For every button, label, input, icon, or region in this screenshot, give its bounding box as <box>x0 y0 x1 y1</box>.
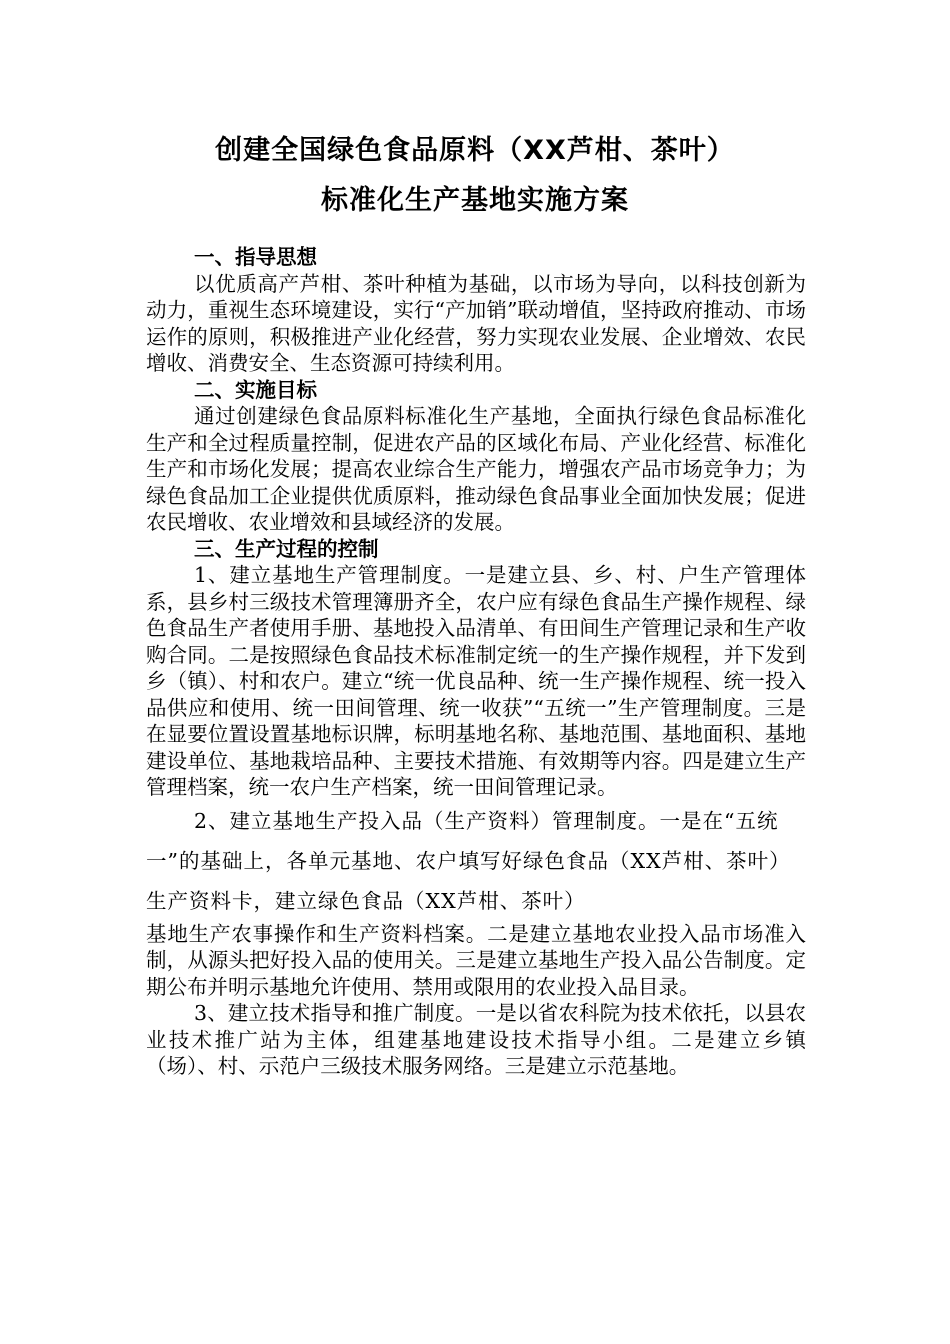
item2-paragraph-rest: 基地生产农事操作和生产资料档案。二是建立基地农业投入品市场准入制，从源头把好投入品的使用关。三是建立基地生产投入品公告制度。定期公布并明示基地允许使用、禁用或限用的农业投入品目录。 <box>146 921 806 999</box>
item3-paragraph: 3、建立技术指导和推广制度。一是以省农科院为技术依托，以县农业技术推广站为主体，组建基地建设技术指导小组。二是建立乡镇（场）、村、示范户三级技术服务网络。三是建立示范基地。 <box>146 1001 806 1078</box>
document-title-line1: 创建全国绿色食品原料（XX芦柑、茶叶） <box>215 135 735 166</box>
document-title-line2: 标准化生产基地实施方案 <box>321 185 629 216</box>
section2-paragraph: 通过创建绿色食品原料标准化生产基地，全面执行绿色食品标准化生产和全过程质量控制，促进农产品的区域化布局、产业化经营、标准化生产和市场化发展；提高农业综合生产能力，增强农产品市场竞争力；为绿色食品加工企业提供优质原料，推动绿色食品事业全面加快发展；促进农民增收、农业增效和县域经济的发展。 <box>146 404 806 534</box>
section1-heading: 一、指导思想 <box>194 245 317 269</box>
section1-paragraph: 以优质高产芦柑、茶叶种植为基础，以市场为导向，以科技创新为动力，重视生态环境建设，实行“产加销”联动增值，坚持政府推动、市场运作的原则，积极推进产业化经营，努力实现农业发展、企业增效、农民增收、消费安全、生态资源可持续利用。 <box>146 271 806 375</box>
section3-heading: 三、生产过程的控制 <box>194 536 379 561</box>
item1-paragraph: 1、建立基地生产管理制度。一是建立县、乡、村、户生产管理体系，县乡村三级技术管理簿册齐全，农户应有绿色食品生产操作规程、绿色食品生产者使用手册、基地投入品清单、有田间生产管理记录和生产收购合同。二是按照绿色食品技术标准制定统一的生产操作规程，并下发到乡（镇）、村和农户。建立“统一优良品种、统一生产操作规程、统一投入品供应和使用、统一田间管理、统一收获”“五统一”生产管理制度。三是在显要位置设置基地标识牌，标明基地名称、基地范围、基地面积、基地建设单位、基地栽培品种、主要技术措施、有效期等内容。四是建立生产管理档案，统一农户生产档案，统一田间管理记录。 <box>146 563 806 799</box>
section2-heading: 二、实施目标 <box>194 377 317 402</box>
item2-paragraph-wide: 2、建立基地生产投入品（生产资料）管理制度。一是在“五统一”的基础上，各单元基地、农户填写好绿色食品（XX芦柑、茶叶）生产资料卡，建立绿色食品（XX芦柑、茶叶） <box>146 808 791 913</box>
document-body <box>146 244 806 1080</box>
